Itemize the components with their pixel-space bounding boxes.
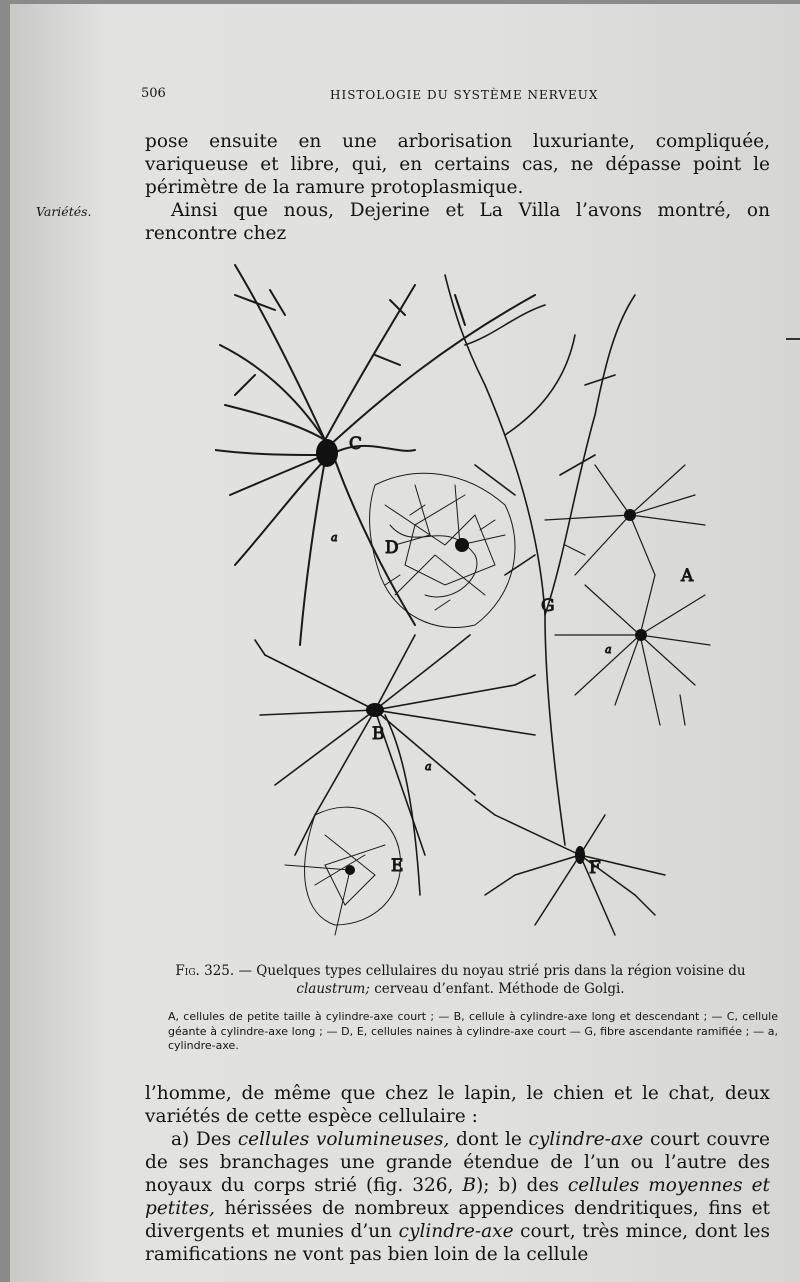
caption-number: Fig. 325. — [175,963,252,979]
cell-a-body-1 [624,509,636,521]
text-italic: cylindre-axe [398,1221,514,1242]
paragraph: Ainsi que nous, Dejerine et La Villa l’avons montré, on rencontre chez [145,200,770,244]
cell-c-drawing [215,265,535,645]
margin-mark [786,338,800,340]
cell-f-drawing [475,800,665,935]
text-italic: cellules moyennes et petites, [145,1175,770,1219]
cell-b-body [366,703,384,717]
cell-a-drawing [545,465,710,725]
label-a: A [681,566,694,586]
cell-f-body [575,846,585,864]
label-f: F [589,858,601,878]
text-italic: cellules volumineuses, [237,1129,450,1150]
label-d: D [385,538,399,558]
paragraph [145,1128,770,1266]
text-run: a) Des [171,1129,232,1150]
running-title: HISTOLOGIE DU SYSTÈME NERVEUX [330,88,599,102]
text-italic: B [462,1175,477,1196]
caption-text: Quelques types cellulaires du noyau strié pris dans la région voisine du [256,963,746,979]
cell-e-body [345,865,355,875]
paragraph: pose ensuite en une arborisation luxuriante, compliquée, variqueuse et libre, qui, en certains cas, ne dépasse point le périmètre de la ramure protoplasmique. [145,131,770,198]
figure-caption [148,962,773,998]
label-c: C [349,434,363,454]
text-run: hérissées de nombreux appendices dendritiques, fins et divergents et munies d’un [145,1198,770,1242]
text-run: court couvre de ses branchages une grande étendue de l’un ou l’autre des noyaux du corps strié (fig. 326, [145,1129,770,1196]
neuron-drawing [215,255,720,945]
cell-e-drawing [285,807,404,935]
text-run: dont le [456,1129,522,1150]
text-italic: cylindre-axe [528,1129,644,1150]
body-text-top [145,130,770,245]
label-axon-c: a [331,531,338,544]
caption-rest: cerveau d’enfant. Méthode de Golgi. [374,981,625,997]
text-run: ); b) des [476,1175,559,1196]
cell-d-body [455,538,469,552]
label-g: G [541,596,555,616]
page-number: 506 [141,86,166,101]
label-e: E [391,856,404,876]
margin-note: Variétés. [36,204,92,219]
paragraph: l’homme, de même que chez le lapin, le chien et le chat, deux variétés de cette espèce cellulaire : [145,1083,770,1127]
figure-325 [215,255,720,945]
label-axon-b: a [425,760,432,773]
figure-legend: A, cellules de petite taille à cylindre-axe court ; — B, cellule à cylindre-axe long et descendant ; — C, cellule géante à cylindre-axe long ; — D, E, cellules naines à cylindre-axe court — G, fibre ascendante ramifiée ; — a, cylindre-axe. [168,1010,778,1052]
running-head [0,86,800,108]
cell-c-body [316,439,338,467]
fiber-g-drawing [445,275,635,845]
cell-a-body-2 [635,629,647,641]
caption-italic: claustrum; [296,981,370,997]
text-run: court, très mince, dont les ramifications ne vont pas bien loin de la cellule [145,1221,770,1265]
label-b: B [372,724,385,744]
label-axon-a: a [605,643,612,656]
body-text-bottom [145,1082,770,1266]
